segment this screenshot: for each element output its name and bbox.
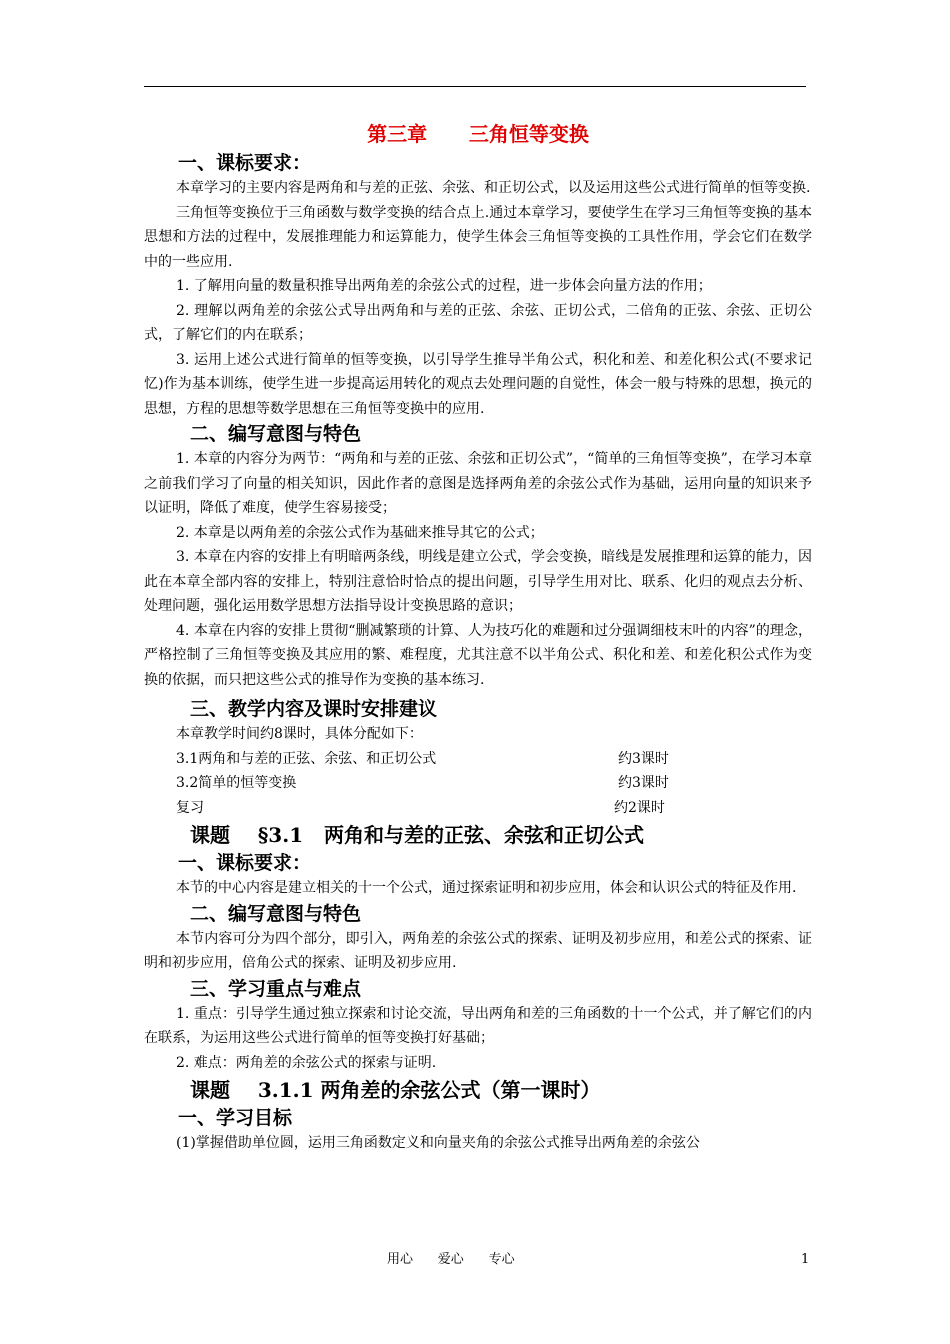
footer-motto: 用心 爱心 专心 [387, 1252, 515, 1267]
paragraph: 本章学习的主要内容是两角和与差的正弦、余弦、和正切公式，以及运用这些公式进行简单的恒等变换. [176, 180, 811, 196]
paragraph: 3. 本章在内容的安排上有明暗两条线，明线是建立公式，学会变换，暗线是发展推理和运算的能力，因此在本章全部内容的安排上，特别注意恰时恰点的提出问题，引导学生用对比、联系、化归的观点去分析、处理问题，强化运用数学思想方法指导设计变换思路的意识； [144, 549, 812, 614]
paragraph: 本节的中心内容是建立相关的十一个公式，通过探索证明和初步应用，体会和认识公式的特征及作用. [176, 880, 797, 896]
chapter-title: 第三章 三角恒等变换 [367, 122, 589, 146]
schedule-row [144, 796, 812, 821]
paragraph: 2. 理解以两角差的余弦公式导出两角和与差的正弦、余弦、正切公式，二倍角的正弦、余弦、正切公式，了解它们的内在联系； [144, 302, 812, 343]
page-number: 1 [801, 1252, 810, 1267]
section-heading: 二、编写意图与特色 [190, 423, 362, 445]
schedule-time: 约3课时 [618, 775, 669, 791]
paragraph: 2. 本章是以两角差的余弦公式作为基础来推导其它的公式； [176, 524, 544, 541]
document-body [144, 118, 812, 1156]
lesson-title: 课题 §3.1 两角和与差的正弦、余弦和正切公式 [190, 823, 644, 847]
section-heading: 二、编写意图与特色 [190, 902, 362, 925]
schedule-item: 复习 [176, 799, 204, 816]
paragraph: 1. 本章的内容分为两节：“两角和与差的正弦、余弦和正切公式”，“简单的三角恒等变换”，在学习本章之前我们学习了向量的相关知识，因此作者的意图是选择两角差的余弦公式作为基础，运用向量的知识来予以证明，降低了难度，使学生容易接受； [144, 451, 812, 516]
schedule-time: 约3课时 [618, 750, 669, 767]
lesson-title: 课题 3.1.1 两角差的余弦公式（第一课时） [190, 1078, 601, 1102]
section-heading: 一、学习目标 [178, 1107, 293, 1129]
schedule-item: 3.2简单的恒等变换 [176, 775, 297, 791]
paragraph: 1. 重点：引导学生通过独立探索和讨论交流，导出两角和差的三角函数的十一个公式，并了解它们的内在联系，为运用这些公式进行简单的恒等变换打好基础； [144, 1005, 812, 1046]
paragraph: 4. 本章在内容的安排上贯彻“删减繁琐的计算、人为技巧化的难题和过分强调细枝末叶的内容”的理念，严格控制了三角恒等变换及其应用的繁、难程度，尤其注意不以半角公式、积化和差、和差化积公式作为变换的依据，而只把这些公式的推导作为变换的基本练习. [144, 622, 812, 688]
schedule-time: 约2课时 [614, 799, 665, 816]
paragraph: 3. 运用上述公式进行简单的恒等变换，以引导学生推导半角公式，积化和差、和差化积公式(不要求记忆)作为基本训练，使学生进一步提高运用转化的观点去处理问题的自觉性，体会一般与特殊的思想，换元的思想，方程的思想等数学思想在三角恒等变换中的应用. [144, 351, 812, 417]
paragraph: 1. 了解用向量的数量积推导出两角差的余弦公式的过程，进一步体会向量方法的作用； [176, 278, 712, 294]
section-heading: 三、教学内容及课时安排建议 [190, 698, 438, 720]
paragraph: 本节内容可分为四个部分，即引入，两角差的余弦公式的探索、证明及初步应用，和差公式的探索、证明和初步应用，倍角公式的探索、证明及初步应用. [144, 930, 812, 971]
paragraph: 本章教学时间约8课时，具体分配如下： [176, 726, 423, 742]
paragraph: 2. 难点：两角差的余弦公式的探索与证明. [176, 1054, 437, 1071]
section-heading: 一、课标要求： [178, 852, 312, 874]
paragraph: 三角恒等变换位于三角函数与数学变换的结合点上.通过本章学习，要使学生在学习三角恒等变换的基本思想和方法的过程中，发展推理能力和运算能力，使学生体会三角恒等变换的工具性作用，学会它们在数学中的一些应用. [144, 204, 812, 270]
section-heading: 三、学习重点与难点 [190, 977, 362, 1000]
paragraph: (1)掌握借助单位圆，运用三角函数定义和向量夹角的余弦公式推导出两角差的余弦公 [176, 1135, 700, 1151]
schedule-row [144, 771, 812, 796]
section-heading: 一、课标要求： [178, 152, 312, 174]
schedule-row [144, 747, 812, 772]
header-rule [144, 86, 806, 87]
schedule-item: 3.1两角和与差的正弦、余弦、和正切公式 [176, 750, 437, 767]
